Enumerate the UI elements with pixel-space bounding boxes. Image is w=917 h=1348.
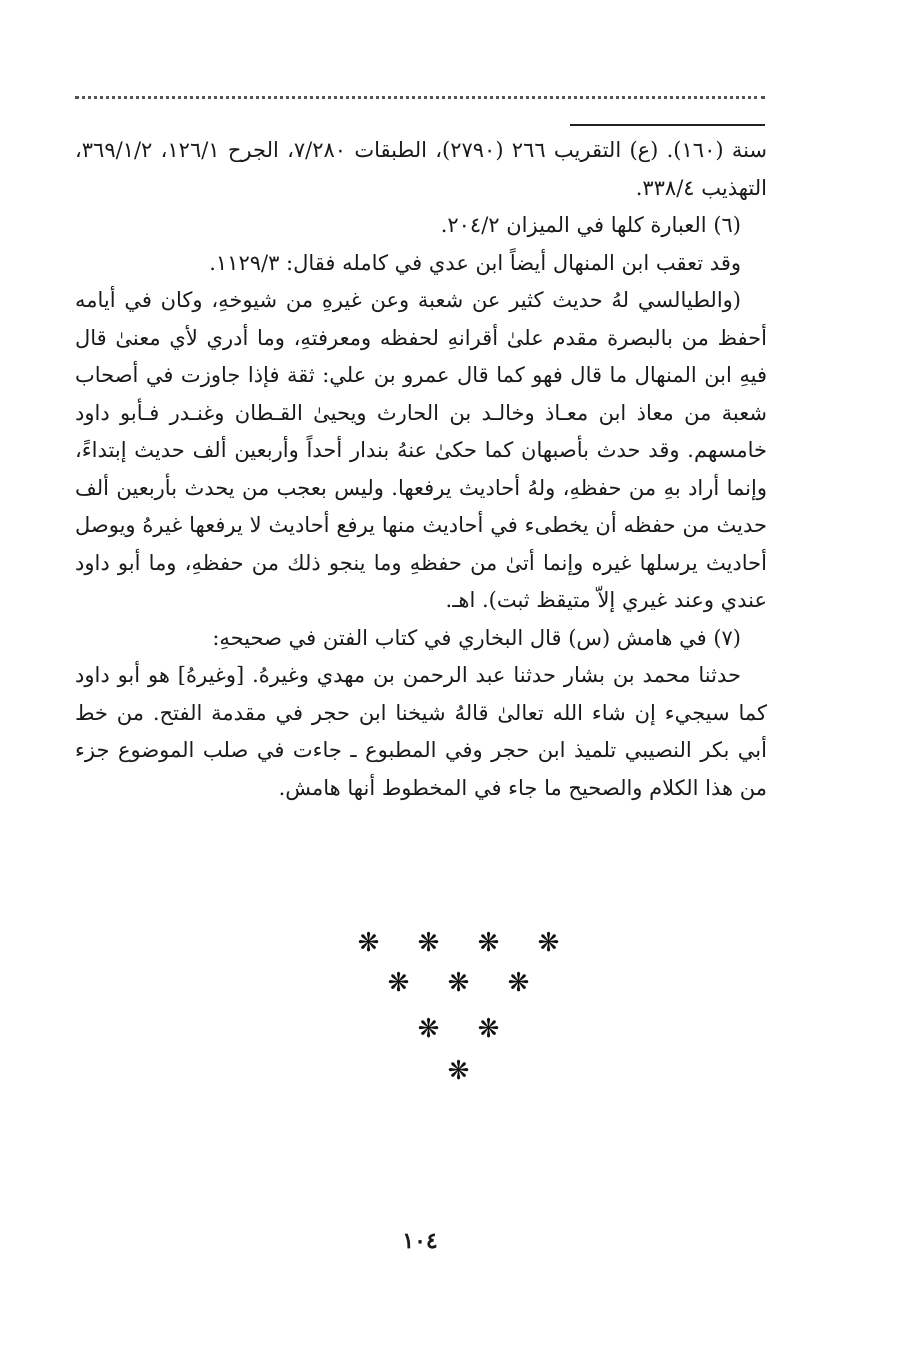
footnotes-block: [75, 132, 767, 807]
star-icon: ❋: [507, 968, 530, 998]
footnote-6-quote: (والطيالسي لهُ حديث كثير عن شعبة وعن غيرهِ من شيوخهِ، وكان في أيامه أحفظ من بالبصرة مقدم علىٰ أقرانهِ لحفظه ومعرفتهِ، وما أدري لأي معنىٰ قال فيهِ ابن المنهال ما قال فهو كما قال عمرو بن علي: ثقة فإذا جاوزت في أصحاب شعبة من معاذ ابن معـاذ وخالـد بن الحارث ويحيىٰ القـطان وغنـدر فـأبو داود خامسهم. وقد حدث بأصبهان كما حكىٰ عنهُ بندار أحداً وأربعين ألف حديث إبتداءً، وإنما أراد بهِ من حفظهِ، ولهُ أحاديث يرفعها. وليس بعجب من يحدث بأربعين ألف حديث من حفظه أن يخطىء في أحاديث منها يرفع أحاديث لا يرفعها غيرهُ ويوصل أحاديث يرسلها غيره وإنما أتىٰ من حفظهِ وما ينجو ذلك من حفظهِ، وما أبو داود عندي وعند غيري إلاّ متيقظ ثبت). اهـ.: [75, 288, 767, 612]
footnote-continuation: سنة (١٦٠). (ع) التقريب ٢٦٦ (٢٧٩٠)، الطبقات ٧/٢٨٠، الجرح ١٢٦/١، ٣٦٩/١/٢، التهذيب ٣٣٨/٤.: [75, 138, 768, 200]
footnote-6-comment: وقد تعقب ابن المنهال أيضاً ابن عدي في كامله فقال: ١١٢٩/٣.: [209, 250, 741, 275]
page-number: ١٠٤: [402, 1228, 438, 1254]
star-icon: ❋: [477, 1014, 500, 1044]
star-icon: ❋: [357, 928, 380, 958]
star-icon: ❋: [417, 1014, 440, 1044]
star-icon: ❋: [387, 968, 410, 998]
star-icon: ❋: [417, 928, 440, 958]
star-icon: ❋: [537, 928, 560, 958]
ornament-row-1: [0, 928, 917, 958]
footnote-6: (٦) العبارة كلها في الميزان ٢٠٤/٢.: [440, 213, 741, 237]
star-icon: ❋: [477, 928, 500, 958]
star-icon: ❋: [447, 968, 470, 998]
footnote-7-body: حدثنا محمد بن بشار حدثنا عبد الرحمن بن مهدي وغيرهُ. [وغيرهُ] هو أبو داود كما سيجيء إن شاء الله تعالىٰ قالهُ شيخنا ابن حجر في مقدمة الفتح. من خط أبي بكر النصيبي تلميذ ابن حجر وفي المطبوع ـ جاءت في صلب الموضوع جزء من هذا الكلام والصحيح ما جاء في المخطوط أنها هامش.: [75, 663, 767, 800]
star-icon: ❋: [447, 1056, 470, 1086]
top-dotted-rule: [75, 96, 765, 99]
footnote-7: (٧) في هامش (س) قال البخاري في كتاب الفتن في صحيحهِ:: [212, 625, 741, 650]
ornament-row-4: [0, 1056, 917, 1086]
ornament-row-3: [0, 1014, 917, 1044]
footnote-separator-rule: [570, 124, 765, 126]
ornament-row-2: [0, 968, 917, 998]
